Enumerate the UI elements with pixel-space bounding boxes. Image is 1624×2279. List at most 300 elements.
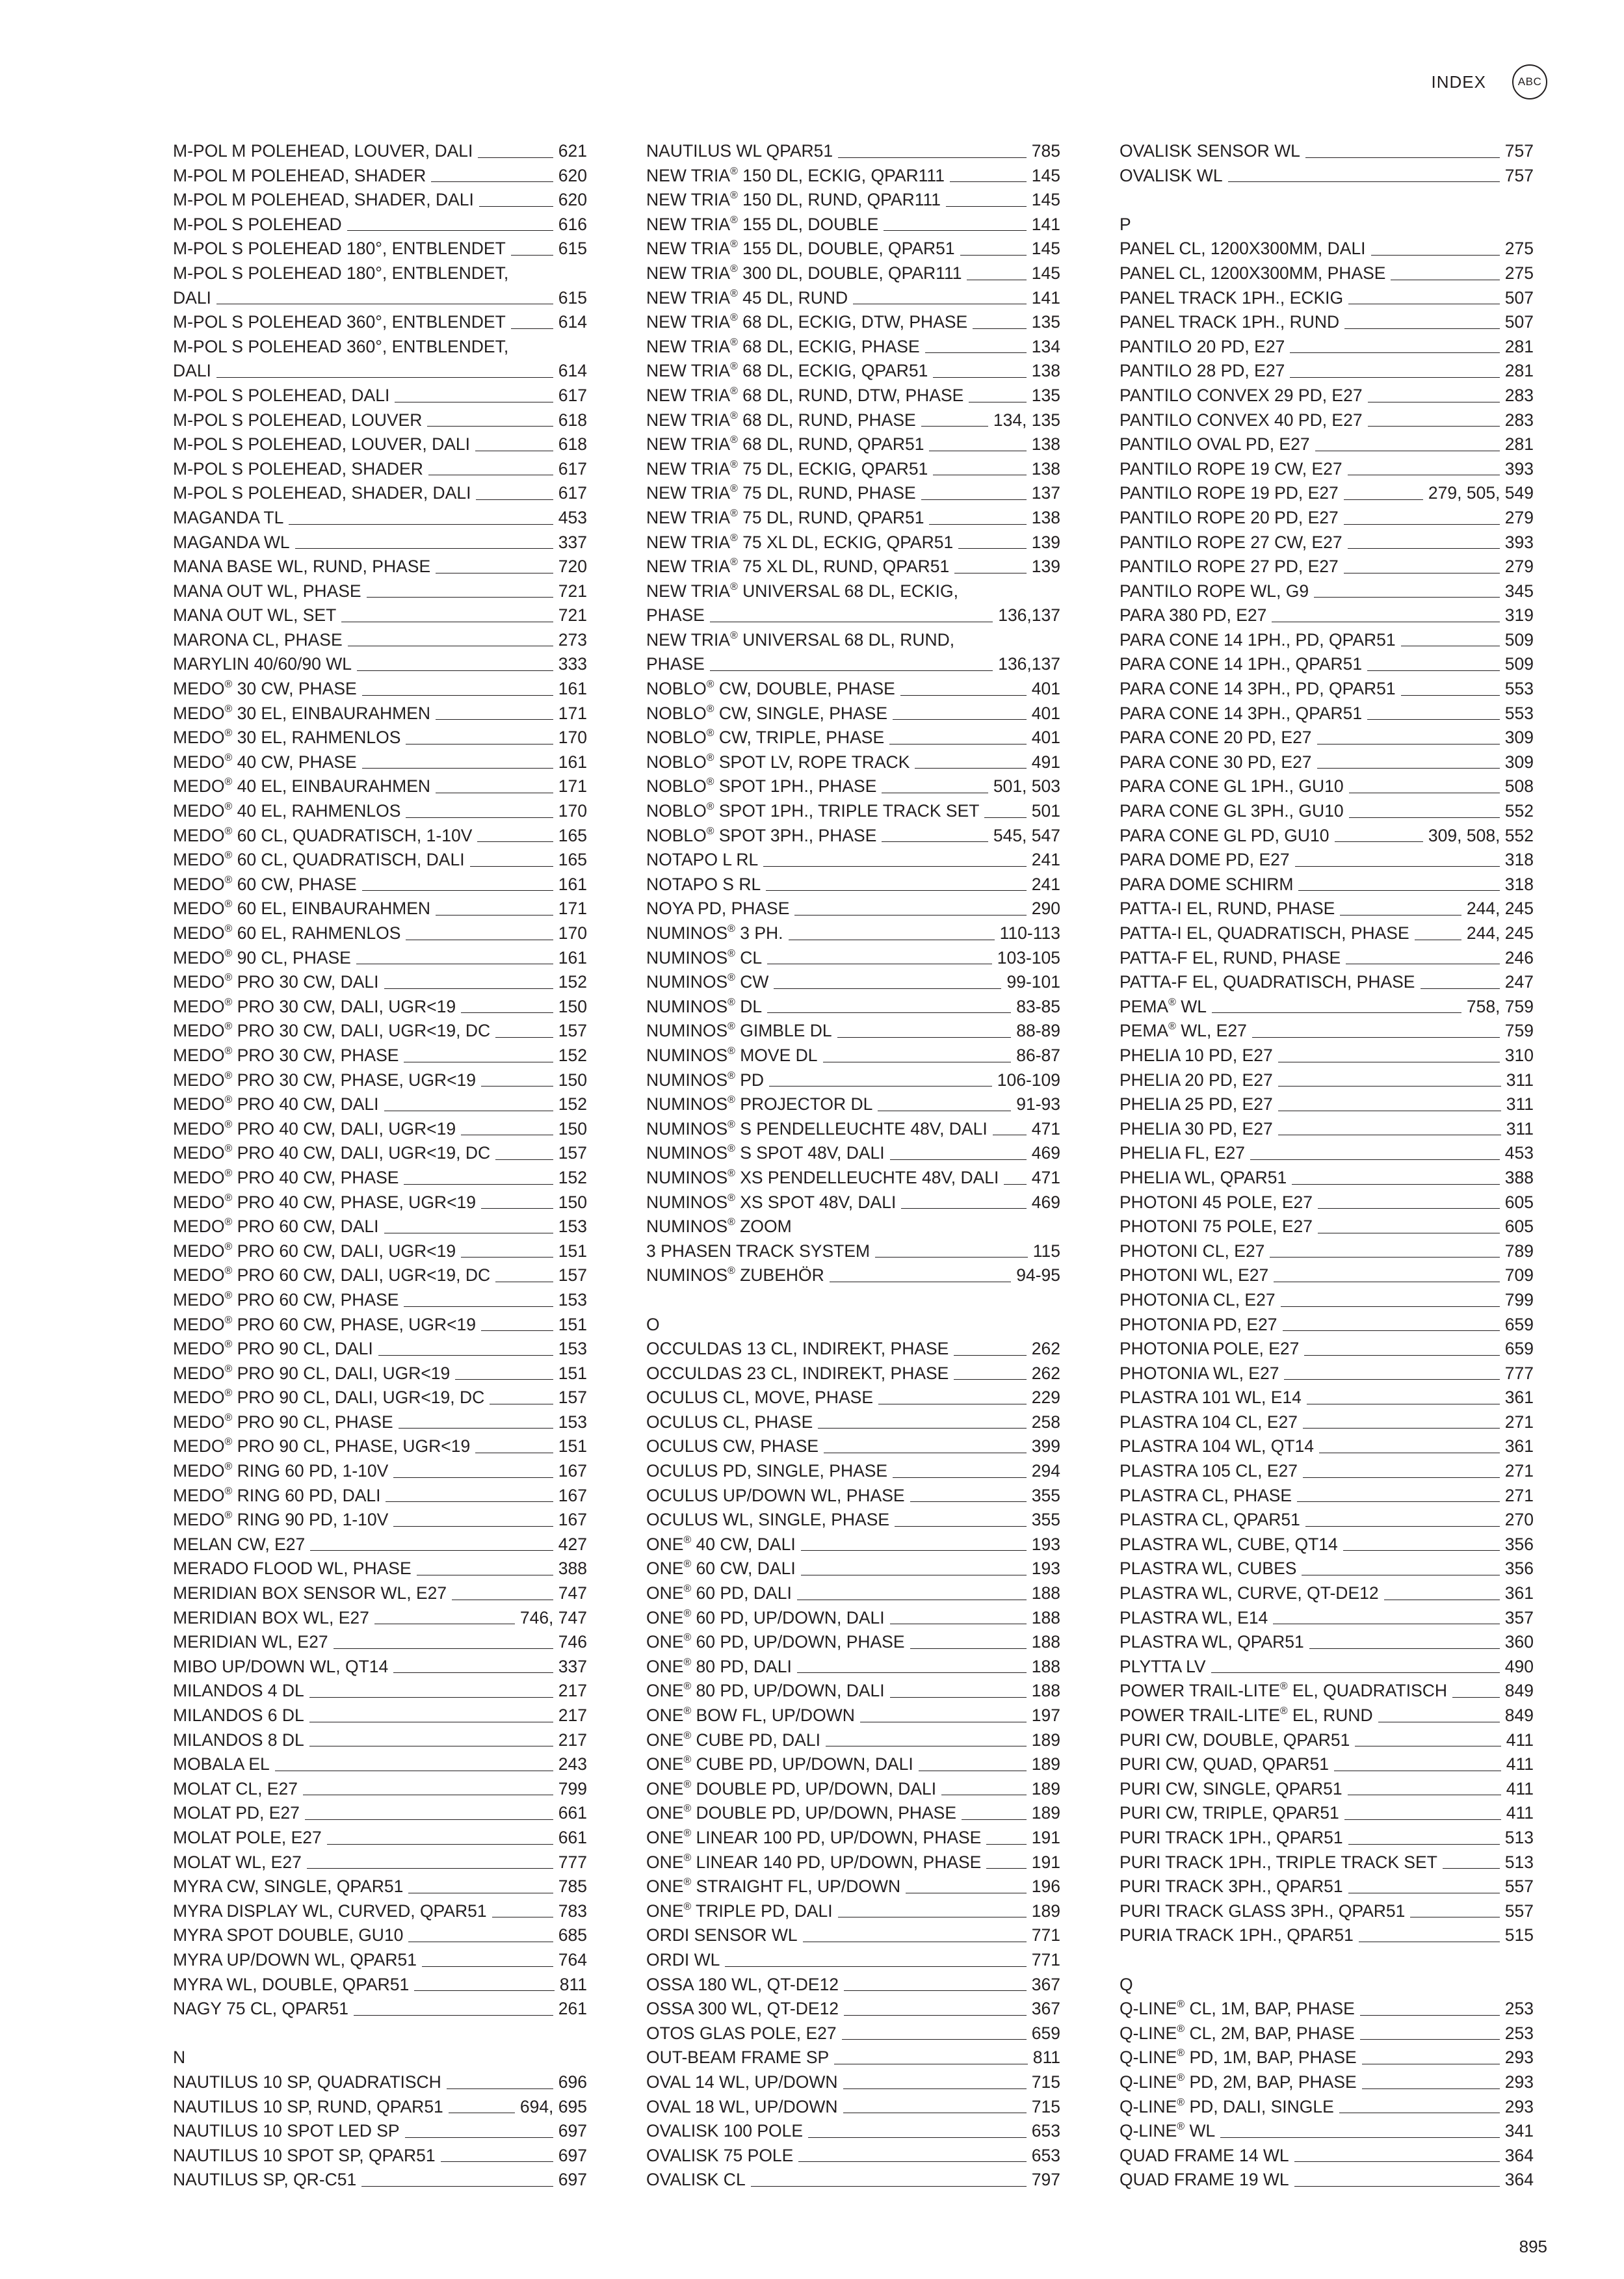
entry-name: PLASTRA 105 CL, E27 bbox=[1120, 1461, 1298, 1481]
entry-page: 281 bbox=[1504, 361, 1534, 381]
index-entry bbox=[173, 1630, 587, 1655]
index-entry bbox=[646, 286, 1060, 311]
entry-name: PHOTONI CL, E27 bbox=[1120, 1241, 1265, 1261]
index-entry bbox=[646, 824, 1060, 849]
index-entry bbox=[646, 2119, 1060, 2144]
entry-page: 151 bbox=[558, 1363, 587, 1383]
leader-line bbox=[1212, 1012, 1461, 1013]
entry-name: NAUTILUS 10 SP, RUND, QPAR51 bbox=[173, 2096, 443, 2116]
index-entry bbox=[173, 310, 587, 335]
index-entry bbox=[646, 481, 1060, 506]
index-entry bbox=[646, 1801, 1060, 1826]
letter-heading: Q bbox=[1120, 1974, 1133, 1994]
entry-page: 189 bbox=[1031, 1754, 1060, 1774]
index-entry bbox=[1120, 457, 1534, 482]
index-entry bbox=[1120, 1019, 1534, 1044]
entry-page: 145 bbox=[1031, 190, 1060, 210]
index-entry bbox=[646, 1239, 1060, 1264]
leader-line bbox=[431, 181, 553, 182]
index-entry bbox=[173, 1655, 587, 1680]
leader-line bbox=[1314, 597, 1500, 598]
index-entry bbox=[173, 995, 587, 1020]
entry-page: 145 bbox=[1031, 165, 1060, 185]
leader-line bbox=[842, 2039, 1027, 2040]
leader-line bbox=[1305, 1526, 1500, 1527]
entry-name: PANTILO ROPE 27 PD, E27 bbox=[1120, 557, 1339, 577]
entry-name: PARA CONE GL 3PH., GU10 bbox=[1120, 801, 1344, 821]
entry-page: 694, 695 bbox=[519, 2096, 587, 2116]
entry-page: 217 bbox=[558, 1730, 587, 1750]
entry-name: MEDO® PRO 30 CW, PHASE bbox=[173, 1045, 399, 1065]
entry-page: 189 bbox=[1031, 1901, 1060, 1921]
index-entry bbox=[173, 555, 587, 579]
index-entry bbox=[1120, 1141, 1534, 1166]
entry-page: 157 bbox=[558, 1388, 587, 1408]
index-entry bbox=[173, 1191, 587, 1215]
entry-page: 161 bbox=[558, 947, 587, 968]
leader-line bbox=[1362, 2088, 1500, 2089]
index-entry bbox=[646, 359, 1060, 384]
leader-line bbox=[1283, 1330, 1500, 1331]
index-entry bbox=[646, 1948, 1060, 1973]
page-number: 895 bbox=[1519, 2237, 1547, 2256]
entry-page: 153 bbox=[558, 1412, 587, 1432]
index-entry bbox=[1120, 481, 1534, 506]
entry-name: NOBLO® SPOT 3PH., PHASE bbox=[646, 825, 877, 845]
index-entry bbox=[1120, 2095, 1534, 2120]
leader-line bbox=[436, 719, 553, 720]
entry-page: 247 bbox=[1504, 972, 1534, 992]
leader-line bbox=[950, 181, 1027, 182]
entry-name: PLASTRA CL, PHASE bbox=[1120, 1485, 1292, 1505]
index-entry bbox=[173, 1484, 587, 1508]
entry-name: OVALISK CL bbox=[646, 2170, 746, 2190]
entry-name: NEW TRIA® 68 DL, RUND, DTW, PHASE bbox=[646, 385, 964, 405]
entry-name: NAUTILUS 10 SP, QUADRATISCH bbox=[173, 2072, 441, 2092]
entry-page: 275 bbox=[1504, 239, 1534, 259]
entry-page: 618 bbox=[558, 434, 587, 454]
leader-line bbox=[915, 768, 1026, 769]
entry-page: 469 bbox=[1031, 1143, 1060, 1163]
entry-name: PHOTONI WL, E27 bbox=[1120, 1265, 1269, 1285]
entry-name: NAUTILUS 10 SPOT LED SP bbox=[173, 2121, 400, 2141]
index-entry bbox=[646, 2046, 1060, 2070]
leader-line bbox=[406, 817, 553, 818]
entry-name: PURI TRACK 3PH., QPAR51 bbox=[1120, 1877, 1343, 1897]
entry-name: MEDO® PRO 90 CL, DALI bbox=[173, 1338, 373, 1359]
entry-name: MANA BASE WL, RUND, PHASE bbox=[173, 557, 431, 577]
index-entry bbox=[173, 652, 587, 677]
leader-line bbox=[1344, 1819, 1501, 1820]
index-entry bbox=[1120, 506, 1534, 531]
entry-name: OCULUS WL, SINGLE, PHASE bbox=[646, 1510, 890, 1530]
entry-name: NEW TRIA® 300 DL, DOUBLE, QPAR111 bbox=[646, 263, 962, 283]
entry-page: 614 bbox=[558, 361, 587, 381]
index-entry bbox=[1120, 1826, 1534, 1851]
entry-name: OCULUS CL, MOVE, PHASE bbox=[646, 1388, 874, 1408]
index-entry bbox=[1120, 1044, 1534, 1068]
entry-name: MEDO® PRO 40 CW, PHASE, UGR<19 bbox=[173, 1192, 477, 1212]
index-entry bbox=[646, 1679, 1060, 1704]
entry-page: 401 bbox=[1031, 679, 1060, 699]
index-entry bbox=[646, 1410, 1060, 1435]
entry-name: MILANDOS 8 DL bbox=[173, 1730, 304, 1750]
entry-page: 411 bbox=[1506, 1778, 1534, 1798]
index-column-3 bbox=[1120, 139, 1534, 2193]
leader-line bbox=[960, 255, 1027, 256]
entry-name: PANTILO 20 PD, E27 bbox=[1120, 336, 1285, 356]
entry-name: MERIDIAN BOX SENSOR WL, E27 bbox=[173, 1583, 447, 1603]
index-entry bbox=[1120, 750, 1534, 775]
leader-line bbox=[710, 670, 993, 671]
entry-page: 136,137 bbox=[998, 654, 1060, 674]
entry-page: 293 bbox=[1504, 2072, 1534, 2092]
entry-page: 170 bbox=[558, 728, 587, 748]
index-entry bbox=[646, 750, 1060, 775]
entry-page: 721 bbox=[558, 605, 587, 626]
entry-name: OVAL 14 WL, UP/DOWN bbox=[646, 2072, 838, 2092]
leader-line bbox=[310, 1550, 553, 1551]
index-entry bbox=[1120, 1117, 1534, 1142]
index-entry bbox=[173, 188, 587, 213]
entry-name: NAUTILUS 10 SPOT SP, QPAR51 bbox=[173, 2145, 436, 2165]
index-entry bbox=[646, 164, 1060, 189]
index-entry bbox=[646, 1434, 1060, 1459]
entry-name: MANA OUT WL, SET bbox=[173, 605, 337, 626]
entry-page: 167 bbox=[558, 1461, 587, 1481]
entry-page: 661 bbox=[558, 1803, 587, 1823]
leader-line bbox=[1443, 1868, 1500, 1869]
index-entry bbox=[646, 1362, 1060, 1386]
entry-name: PANEL TRACK 1PH., ECKIG bbox=[1120, 287, 1344, 308]
entry-name: NEW TRIA® 68 DL, ECKIG, DTW, PHASE bbox=[646, 312, 968, 332]
entry-page: 171 bbox=[558, 899, 587, 919]
entry-name: NOTAPO S RL bbox=[646, 874, 761, 894]
leader-line bbox=[361, 2186, 553, 2187]
index-entry bbox=[173, 1508, 587, 1533]
leader-line bbox=[844, 1990, 1027, 1991]
entry-name: PURIA TRACK 1PH., QPAR51 bbox=[1120, 1925, 1354, 1945]
entry-name: PARA CONE 20 PD, E27 bbox=[1120, 728, 1312, 748]
leader-line bbox=[893, 719, 1027, 720]
index-entry bbox=[1120, 921, 1534, 946]
entry-name: NUMINOS® 3 PH. bbox=[646, 923, 783, 943]
entry-name: PLASTRA 104 CL, E27 bbox=[1120, 1412, 1298, 1432]
index-entry bbox=[646, 1581, 1060, 1606]
entry-name: MEDO® 40 CW, PHASE bbox=[173, 752, 357, 772]
entry-page: 189 bbox=[1031, 1730, 1060, 1750]
entry-page: 361 bbox=[1504, 1436, 1534, 1456]
entry-page: 293 bbox=[1504, 2096, 1534, 2116]
index-entry bbox=[1120, 555, 1534, 579]
leader-line bbox=[818, 1428, 1027, 1429]
leader-line bbox=[1360, 2039, 1500, 2040]
index-entry bbox=[173, 1068, 587, 1093]
entry-page: 83-85 bbox=[1016, 996, 1060, 1016]
index-entry bbox=[646, 408, 1060, 433]
index-entry bbox=[173, 921, 587, 946]
leader-line bbox=[1297, 1501, 1500, 1502]
entry-page: 136,137 bbox=[998, 605, 1060, 626]
entry-name: PLASTRA WL, E14 bbox=[1120, 1607, 1268, 1627]
leader-line bbox=[1304, 1355, 1499, 1356]
index-entry bbox=[646, 1117, 1060, 1142]
entry-name: ONE® BOW FL, UP/DOWN bbox=[646, 1705, 855, 1725]
entry-page: 345 bbox=[1504, 581, 1534, 601]
index-entry bbox=[173, 1606, 587, 1631]
entry-page: 388 bbox=[1504, 1167, 1534, 1187]
index-entry bbox=[1120, 702, 1534, 726]
index-entry bbox=[173, 1752, 587, 1777]
leader-line bbox=[1252, 1037, 1500, 1038]
entry-name: PARA CONE 14 3PH., QPAR51 bbox=[1120, 703, 1363, 723]
leader-line bbox=[309, 1697, 553, 1698]
entry-name: PARA CONE 14 1PH., QPAR51 bbox=[1120, 654, 1363, 674]
leader-line bbox=[774, 988, 1001, 989]
entry-page: 138 bbox=[1031, 434, 1060, 454]
entry-page: 134 bbox=[1031, 336, 1060, 356]
index-entry bbox=[646, 2144, 1060, 2168]
index-entry bbox=[1120, 1191, 1534, 1215]
leader-line bbox=[470, 866, 553, 867]
leader-line bbox=[393, 1526, 553, 1527]
entry-page: 229 bbox=[1031, 1388, 1060, 1408]
leader-line bbox=[1318, 1208, 1500, 1209]
entry-name: MEDO® 60 CW, PHASE bbox=[173, 874, 357, 894]
index-entry bbox=[646, 1973, 1060, 1997]
entry-name: MEDO® PRO 40 CW, DALI, UGR<19 bbox=[173, 1118, 456, 1139]
entry-name: OSSA 300 WL, QT-DE12 bbox=[646, 1999, 839, 2019]
index-entry bbox=[646, 237, 1060, 261]
entry-page: 150 bbox=[558, 1192, 587, 1212]
entry-page: 150 bbox=[558, 1118, 587, 1139]
leader-line bbox=[393, 1672, 553, 1673]
entry-page: 151 bbox=[558, 1241, 587, 1261]
entry-page: 311 bbox=[1506, 1118, 1534, 1139]
index-entry bbox=[646, 652, 1060, 677]
index-entry bbox=[173, 408, 587, 433]
entry-page: 411 bbox=[1506, 1803, 1534, 1823]
entry-page: 471 bbox=[1031, 1167, 1060, 1187]
entry-name: NOYA PD, PHASE bbox=[646, 899, 790, 919]
entry-page: 364 bbox=[1504, 2145, 1534, 2165]
section-gap bbox=[1120, 1948, 1534, 1973]
entry-page: 153 bbox=[558, 1339, 587, 1359]
leader-line bbox=[769, 1086, 992, 1087]
leader-line bbox=[347, 230, 553, 231]
section-gap bbox=[646, 1288, 1060, 1313]
index-entry bbox=[173, 1019, 587, 1044]
index-entry bbox=[173, 531, 587, 555]
index-entry bbox=[646, 897, 1060, 921]
index-entry bbox=[1120, 1704, 1534, 1728]
entry-name: Q-LINE® CL, 2M, BAP, PHASE bbox=[1120, 2023, 1355, 2043]
entry-page: 318 bbox=[1504, 850, 1534, 870]
leader-line bbox=[933, 377, 1026, 378]
letter-heading: N bbox=[173, 2048, 186, 2068]
entry-page: 258 bbox=[1031, 1412, 1060, 1432]
entry-name: MERIDIAN BOX WL, E27 bbox=[173, 1607, 369, 1627]
entry-name: Q-LINE® CL, 1M, BAP, PHASE bbox=[1120, 1999, 1355, 2019]
entry-page: 355 bbox=[1031, 1485, 1060, 1505]
entry-name: MERADO FLOOD WL, PHASE bbox=[173, 1559, 412, 1579]
entry-page: 411 bbox=[1506, 1730, 1534, 1750]
entry-name: PANTILO OVAL PD, E27 bbox=[1120, 434, 1310, 454]
entry-name: OVALISK WL bbox=[1120, 165, 1223, 185]
entry-page: 151 bbox=[558, 1314, 587, 1334]
index-entry bbox=[1120, 2119, 1534, 2144]
leader-line bbox=[946, 206, 1027, 207]
entry-page: 605 bbox=[1504, 1217, 1534, 1237]
index-entry bbox=[646, 2168, 1060, 2193]
index-entry bbox=[1120, 531, 1534, 555]
leader-line bbox=[986, 1844, 1026, 1845]
index-entry bbox=[173, 1533, 587, 1557]
entry-page: 279, 505, 549 bbox=[1428, 483, 1534, 503]
entry-page: 659 bbox=[1504, 1339, 1534, 1359]
entry-page: 319 bbox=[1504, 605, 1534, 626]
entry-name: MEDO® 30 CW, PHASE bbox=[173, 678, 357, 699]
index-entry bbox=[173, 1166, 587, 1191]
entry-page: 513 bbox=[1504, 1827, 1534, 1847]
leader-line bbox=[511, 255, 553, 256]
index-entry bbox=[646, 1068, 1060, 1093]
entry-page: 393 bbox=[1504, 532, 1534, 552]
index-entry bbox=[173, 1923, 587, 1948]
entry-name: ONE® CUBE PD, DALI bbox=[646, 1730, 820, 1750]
entry-name: OVALISK 100 POLE bbox=[646, 2121, 804, 2141]
index-entry bbox=[173, 946, 587, 971]
entry-name: MOLAT POLE, E27 bbox=[173, 1827, 322, 1847]
entry-page: 388 bbox=[558, 1559, 587, 1579]
entry-name: MELAN CW, E27 bbox=[173, 1534, 306, 1554]
letter-heading: O bbox=[646, 1314, 660, 1334]
index-entry bbox=[173, 164, 587, 189]
entry-name: PANTILO ROPE 19 CW, E27 bbox=[1120, 458, 1342, 479]
entry-page: 311 bbox=[1506, 1070, 1534, 1090]
index-entry bbox=[1120, 799, 1534, 824]
entry-name: M-POL S POLEHEAD 180°, ENTBLENDET bbox=[173, 239, 506, 259]
entry-name: NEW TRIA® 75 DL, ECKIG, QPAR51 bbox=[646, 458, 928, 479]
leader-line bbox=[479, 206, 553, 207]
index-entry bbox=[173, 579, 587, 604]
entry-name: NUMINOS® S PENDELLEUCHTE 48V, DALI bbox=[646, 1118, 988, 1139]
entry-name: NOBLO® SPOT 1PH., TRIPLE TRACK SET bbox=[646, 800, 980, 821]
entry-name: PANTILO CONVEX 29 PD, E27 bbox=[1120, 385, 1363, 405]
entry-page: 153 bbox=[558, 1217, 587, 1237]
entry-page: 367 bbox=[1031, 1999, 1060, 2019]
letter-heading: P bbox=[1120, 214, 1131, 234]
entry-name: MOLAT CL, E27 bbox=[173, 1778, 298, 1798]
entry-page: 161 bbox=[558, 874, 587, 894]
leader-line bbox=[973, 328, 1027, 329]
entry-name: MEDO® 60 EL, EINBAURAHMEN bbox=[173, 899, 431, 919]
index-entry bbox=[1120, 1606, 1534, 1631]
index-entry bbox=[1120, 946, 1534, 971]
entry-name: PANEL CL, 1200X300MM, PHASE bbox=[1120, 263, 1386, 283]
entry-name: MEDO® 60 CL, QUADRATISCH, DALI bbox=[173, 850, 465, 870]
leader-line bbox=[1348, 548, 1500, 549]
index-entry bbox=[173, 702, 587, 726]
index-entry bbox=[1120, 726, 1534, 750]
entry-page: 88-89 bbox=[1016, 1021, 1060, 1041]
entry-page: 356 bbox=[1504, 1559, 1534, 1579]
entry-page: 491 bbox=[1031, 752, 1060, 772]
entry-name: PHELIA FL, E27 bbox=[1120, 1143, 1245, 1163]
entry-name: NUMINOS® XS SPOT 48V, DALI bbox=[646, 1192, 897, 1212]
entry-page: 490 bbox=[1504, 1656, 1534, 1676]
entry-name: MEDO® 40 EL, RAHMENLOS bbox=[173, 800, 401, 821]
index-entry bbox=[646, 1557, 1060, 1581]
leader-line bbox=[1348, 1844, 1500, 1845]
leader-line bbox=[1303, 1477, 1500, 1478]
entry-name: PHOTONIA CL, E27 bbox=[1120, 1289, 1276, 1310]
entry-page: 283 bbox=[1504, 410, 1534, 430]
index-entry bbox=[646, 1337, 1060, 1362]
index-entry bbox=[646, 1728, 1060, 1753]
entry-name: NUMINOS® PROJECTOR DL bbox=[646, 1094, 873, 1114]
entry-name: M-POL S POLEHEAD, LOUVER bbox=[173, 410, 423, 430]
entry-page: 138 bbox=[1031, 361, 1060, 381]
entry-page: 399 bbox=[1031, 1436, 1060, 1456]
entry-page: 243 bbox=[558, 1754, 587, 1774]
entry-page: 758, 759 bbox=[1466, 996, 1534, 1016]
entry-name: PANEL TRACK 1PH., RUND bbox=[1120, 312, 1340, 332]
index-entry bbox=[1120, 579, 1534, 604]
entry-page: 86-87 bbox=[1016, 1045, 1060, 1065]
entry-name: ONE® 60 PD, UP/DOWN, PHASE bbox=[646, 1632, 905, 1652]
entry-page: 697 bbox=[558, 2145, 587, 2165]
index-entry bbox=[1120, 1801, 1534, 1826]
leader-line bbox=[295, 548, 553, 549]
index-entry bbox=[1120, 1997, 1534, 2022]
entry-page: 145 bbox=[1031, 239, 1060, 259]
entry-name: ONE® 60 PD, UP/DOWN, DALI bbox=[646, 1607, 885, 1627]
leader-line bbox=[1401, 695, 1500, 696]
leader-line bbox=[725, 1966, 1026, 1967]
entry-name: PANTILO ROPE 20 PD, E27 bbox=[1120, 507, 1339, 527]
entry-name: ONE® LINEAR 100 PD, UP/DOWN, PHASE bbox=[646, 1827, 982, 1847]
entry-name: MEDO® PRO 40 CW, DALI, UGR<19, DC bbox=[173, 1143, 491, 1163]
index-entry bbox=[1120, 1557, 1534, 1581]
index-entry bbox=[1120, 1215, 1534, 1239]
entry-page: 617 bbox=[558, 385, 587, 405]
index-entry bbox=[173, 384, 587, 408]
leader-line bbox=[844, 2015, 1027, 2016]
entry-name: QUAD FRAME 19 WL bbox=[1120, 2170, 1289, 2190]
entry-name: PHOTONIA PD, E27 bbox=[1120, 1314, 1277, 1334]
index-entry bbox=[173, 237, 587, 261]
entry-name: ONE® 60 PD, DALI bbox=[646, 1583, 792, 1603]
entry-name: NUMINOS® PD bbox=[646, 1070, 765, 1090]
index-entry bbox=[646, 1044, 1060, 1068]
entry-page: 757 bbox=[1504, 141, 1534, 161]
index-entry bbox=[646, 1923, 1060, 1948]
index-entry bbox=[646, 1141, 1060, 1166]
index-entry bbox=[646, 1777, 1060, 1802]
entry-name: MOLAT WL, E27 bbox=[173, 1852, 302, 1872]
entry-page: 746 bbox=[558, 1632, 587, 1652]
index-entry bbox=[1120, 1581, 1534, 1606]
entry-name: Q-LINE® PD, 2M, BAP, PHASE bbox=[1120, 2072, 1357, 2092]
entry-page: 138 bbox=[1031, 458, 1060, 479]
entry-name: PURI CW, DOUBLE, QPAR51 bbox=[1120, 1730, 1350, 1750]
entry-page: 501 bbox=[1031, 801, 1060, 821]
entry-name: NUMINOS® ZUBEHÖR bbox=[646, 1265, 824, 1285]
index-entry bbox=[1120, 1362, 1534, 1386]
entry-page: 367 bbox=[1031, 1974, 1060, 1994]
index-entry bbox=[646, 310, 1060, 335]
